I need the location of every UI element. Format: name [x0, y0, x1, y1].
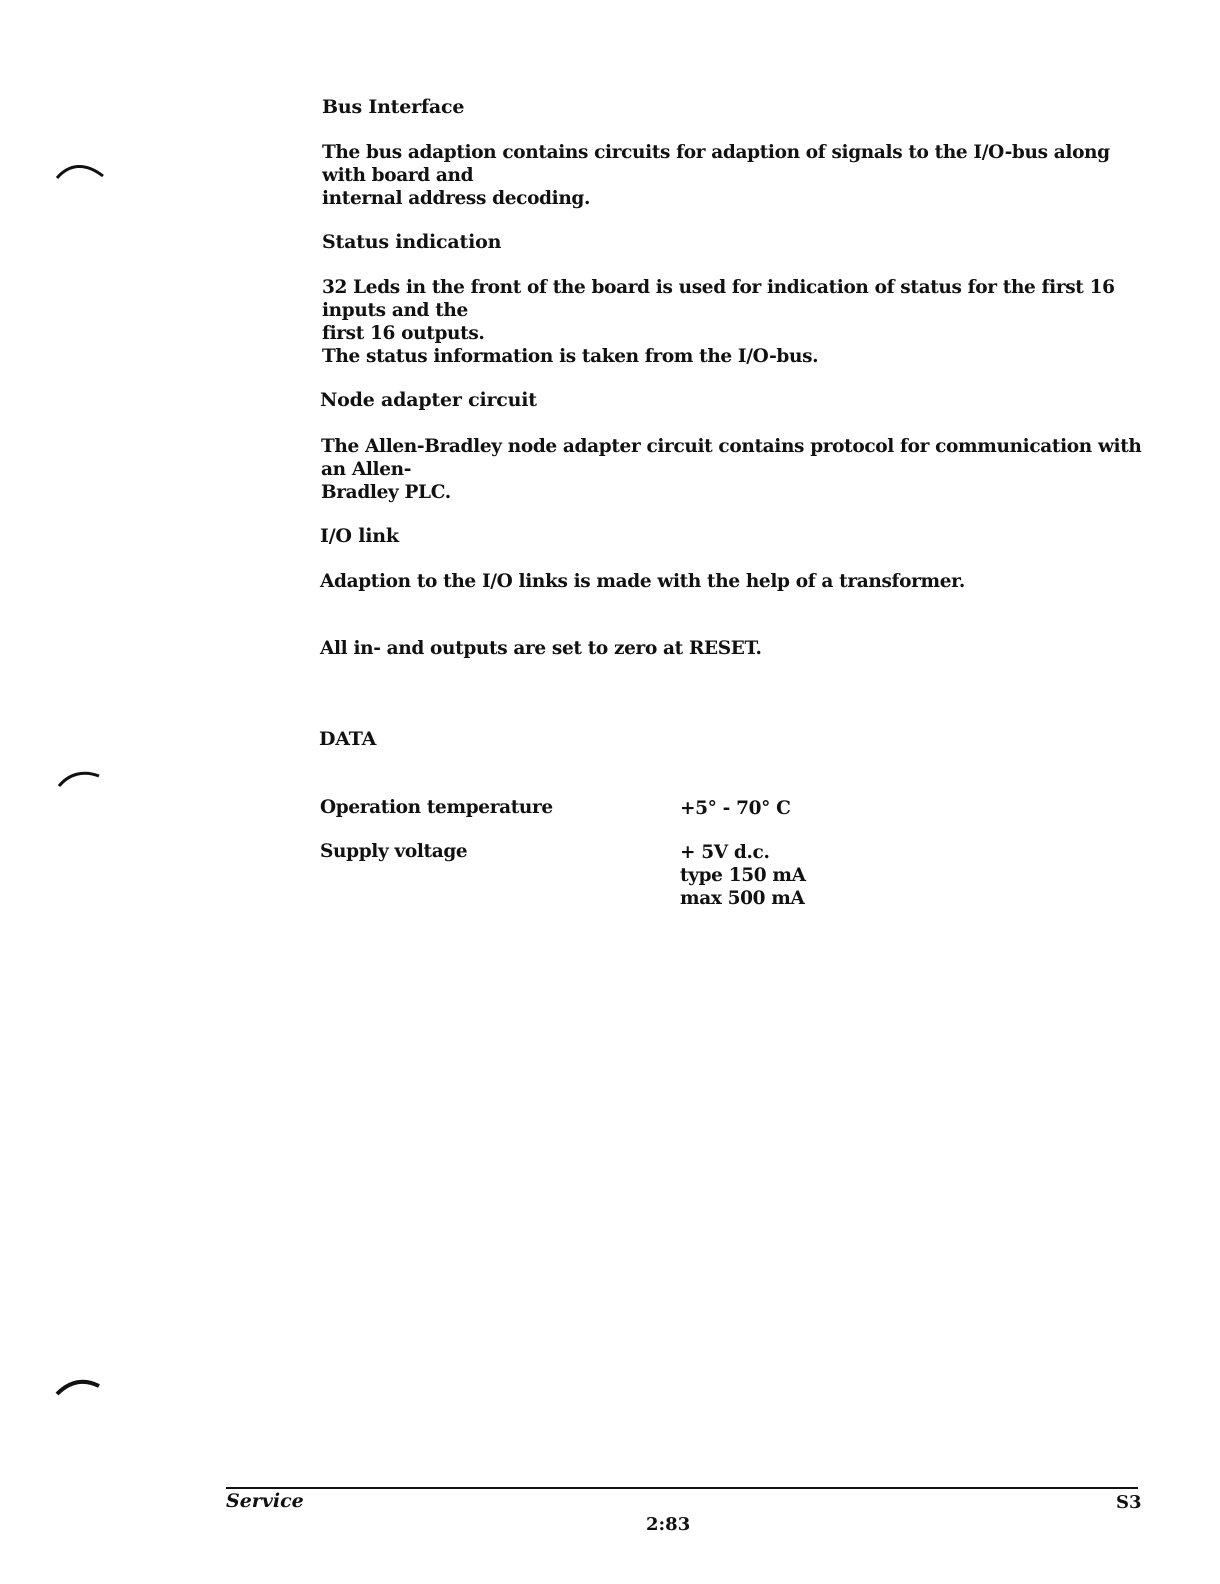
data-section-heading: DATA: [319, 728, 377, 750]
data-value-line: +5° - 70° C: [680, 798, 791, 819]
section-body-node-adapter-circuit: [321, 435, 1151, 504]
footer-section-name: Service: [226, 1490, 304, 1512]
footer-chapter-code: S3: [1116, 1492, 1142, 1513]
paragraph-line: Adaption to the I/O links is made with the help of a transformer.: [320, 571, 965, 592]
section-body-status-indication: [322, 276, 1152, 368]
page-number: 2:83: [646, 1514, 691, 1535]
binder-hole-mark: [55, 158, 107, 182]
paragraph-line: The status information is taken from the I/O-bus.: [322, 346, 819, 367]
data-value-line: type 150 mA: [680, 865, 806, 886]
binder-hole-mark: [55, 766, 107, 790]
section-heading-bus-interface: Bus Interface: [322, 96, 465, 118]
reset-note: All in- and outputs are set to zero at RESET.: [320, 638, 762, 659]
paragraph-line: first 16 outputs.: [322, 323, 485, 344]
footer-divider: [226, 1487, 1138, 1489]
paragraph-line: The Allen-Bradley node adapter circuit contains protocol for communication with an Allen-: [321, 436, 1142, 480]
paragraph-line: Bradley PLC.: [321, 482, 451, 503]
section-heading-io-link: I/O link: [320, 525, 399, 547]
data-value-line: max 500 mA: [680, 888, 805, 909]
paragraph-line: 32 Leds in the front of the board is used for indication of status for the first 16 inputs and the: [322, 277, 1115, 321]
section-body-bus-interface: [322, 141, 1152, 210]
binder-hole-mark: [55, 1374, 107, 1398]
paragraph-line: internal address decoding.: [322, 188, 591, 209]
data-label-supply-voltage: Supply voltage: [320, 841, 468, 862]
data-value-line: + 5V d.c.: [680, 842, 770, 863]
section-body-io-link: [320, 570, 1150, 593]
data-value-operation-temperature: [680, 797, 791, 820]
data-label-operation-temperature: Operation temperature: [320, 797, 553, 818]
section-heading-node-adapter-circuit: Node adapter circuit: [320, 389, 537, 411]
paragraph-line: The bus adaption contains circuits for adaption of signals to the I/O-bus along with board and: [322, 142, 1110, 186]
section-heading-status-indication: Status indication: [322, 231, 502, 253]
data-value-supply-voltage: [680, 841, 806, 910]
